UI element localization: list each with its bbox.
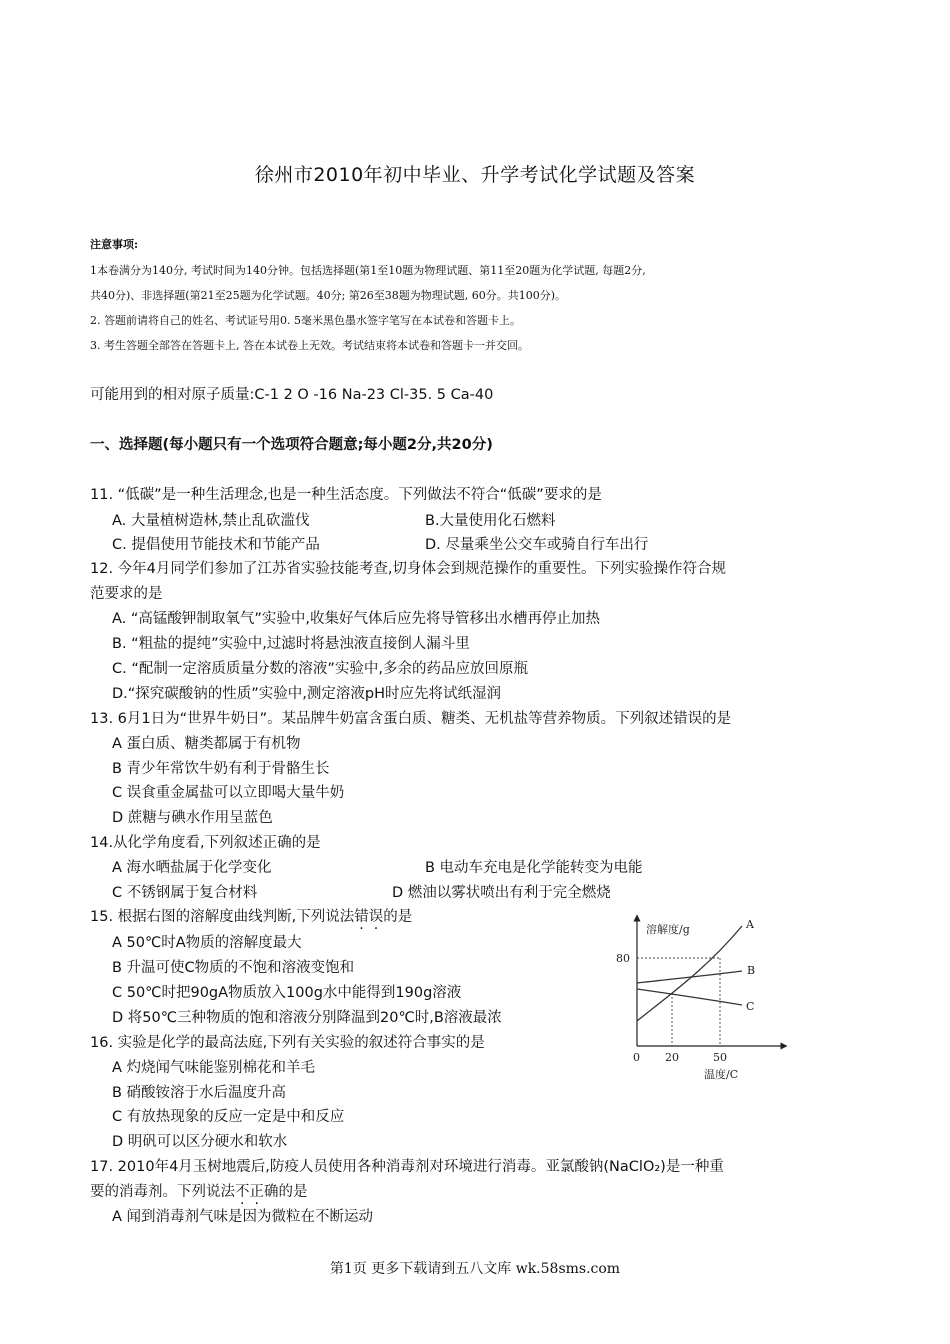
q14-stem: 14.从化学角度看,下列叙述正确的是 (90, 835, 321, 851)
q12-option-b: B. “粗盐的提纯”实验中,过滤时将悬浊液直接倒人漏斗里 (112, 636, 470, 652)
q14-option-c: C 不锈钢属于复合材料 (112, 885, 258, 901)
x-tick-0: 0 (633, 1051, 640, 1064)
q13-option-d: D 蔗糖与碘水作用呈蓝色 (112, 810, 273, 826)
series-label-b: B (747, 964, 756, 977)
notice-line-2: 共40分)、非选择题(第21至25题为化学试题。40分; 第26至38题为物理试题, 60分。共100分)。 (90, 289, 567, 302)
q11-option-c: C. 提倡使用节能技术和节能产品 (112, 537, 320, 553)
q11-option-b: B.大量使用化石燃料 (425, 513, 556, 529)
q12-option-d: D.“探究碳酸钠的性质”实验中,测定溶液pH时应先将试纸湿润 (112, 686, 502, 702)
q17-stem-2: 要的消毒剂。下列说法不正确的是 (90, 1184, 308, 1200)
y-axis-label: 溶解度/g (646, 923, 690, 936)
y-tick-80: 80 (616, 952, 630, 965)
x-axis-label: 温度/C (704, 1068, 739, 1081)
q15-option-d: D 将50℃三种物质的饱和溶液分别降温到20℃时,B溶液最浓 (112, 1010, 502, 1026)
q17-stem-1: 17. 2010年4月玉树地震后,防疫人员使用各种消毒剂对环境进行消毒。亚氯酸钠(NaClO₂)是一种重 (90, 1159, 724, 1175)
page-title: 徐州市2010年初中毕业、升学考试化学试题及答案 (254, 164, 696, 186)
q16-option-b: B 硝酸铵溶于水后温度升高 (112, 1085, 287, 1101)
q15-option-c: C 50℃时把90gA物质放入100g水中能得到190g溶液 (112, 985, 462, 1001)
q11-option-a: A. 大量植树造林,禁止乱砍滥伐 (112, 513, 310, 529)
q13-option-b: B 青少年常饮牛奶有利于骨骼生长 (112, 761, 330, 777)
q14-option-b: B 电动车充电是化学能转变为电能 (425, 860, 643, 876)
q12-stem-1: 12. 今年4月同学们参加了江苏省实验技能考查,切身体会到规范操作的重要性。下列实验操作符合规 (90, 561, 726, 577)
q12-stem-2: 范要求的是 (90, 586, 163, 602)
q13-option-c: C 误食重金属盐可以立即喝大量牛奶 (112, 785, 345, 801)
series-label-c: C (746, 1000, 755, 1013)
series-label-a: A (746, 918, 754, 931)
notice-line-1: 1本卷满分为140分, 考试时间为140分钟。包括选择题(第1至10题为物理试题、第11至20题为化学试题, 每题2分, (90, 264, 646, 277)
q16-option-c: C 有放热现象的反应一定是中和反应 (112, 1109, 345, 1125)
q15-option-b: B 升温可使C物质的不饱和溶液变饱和 (112, 960, 355, 976)
q12-option-c: C. “配制一定溶质质量分数的溶液”实验中,多余的药品应放回原瓶 (112, 661, 528, 677)
q11-option-d: D. 尽量乘坐公交车或骑自行车出行 (425, 537, 649, 553)
q16-stem: 16. 实验是化学的最高法庭,下列有关实验的叙述符合事实的是 (90, 1035, 485, 1051)
q16-option-d: D 明矾可以区分硬水和软水 (112, 1134, 288, 1150)
q16-option-a: A 灼烧闻气味能鉴别棉花和羊毛 (112, 1060, 316, 1076)
curve-c (637, 989, 742, 1005)
q15-stem: 15. 根据右图的溶解度曲线判断,下列说法错误的是 (90, 909, 413, 925)
solubility-figure (612, 908, 792, 1084)
curve-b (637, 971, 742, 983)
q13-stem: 13. 6月1日为“世界牛奶日”。某品牌牛奶富含蛋白质、糖类、无机盐等营养物质。下列叙述错误的是 (90, 711, 732, 727)
x-tick-20: 20 (665, 1051, 679, 1064)
x-tick-50: 50 (713, 1051, 727, 1064)
q14-option-a: A 海水晒盐属于化学变化 (112, 860, 272, 876)
q14-option-d: D 燃油以雾状喷出有利于完全燃烧 (392, 885, 611, 901)
section-heading: 一、选择题(每小题只有一个选项符合题意;每小题2分,共20分) (90, 437, 493, 453)
q13-option-a: A 蛋白质、糖类都属于有机物 (112, 736, 301, 752)
q17-option-a: A 闻到消毒剂气味是因为微粒在不断运动 (112, 1209, 374, 1225)
page-footer: 第1页 更多下载请到五八文库 wk.58sms.com (329, 1261, 621, 1277)
notice-line-3: 2. 答题前请将自己的姓名、考试证号用0. 5毫米黑色墨水签字笔写在本试卷和答题卡上。 (90, 314, 521, 327)
q12-option-a: A. “高锰酸钾制取氧气”实验中,收集好气体后应先将导管移出水槽再停止加热 (112, 611, 601, 627)
notice-heading: 注意事项: (90, 238, 139, 251)
notice-line-4: 3. 考生答题全部答在答题卡上, 答在本试卷上无效。考试结束将本试卷和答题卡一并交回。 (90, 339, 529, 352)
q11-stem: 11. “低碳”是一种生活理念,也是一种生活态度。下列做法不符合“低碳”要求的是 (90, 487, 602, 503)
q15-option-a: A 50℃时A物质的溶解度最大 (112, 935, 302, 951)
atomic-mass-line: 可能用到的相对原子质量:C-1 2 O -16 Na-23 Cl-35. 5 Ca-40 (90, 387, 494, 403)
